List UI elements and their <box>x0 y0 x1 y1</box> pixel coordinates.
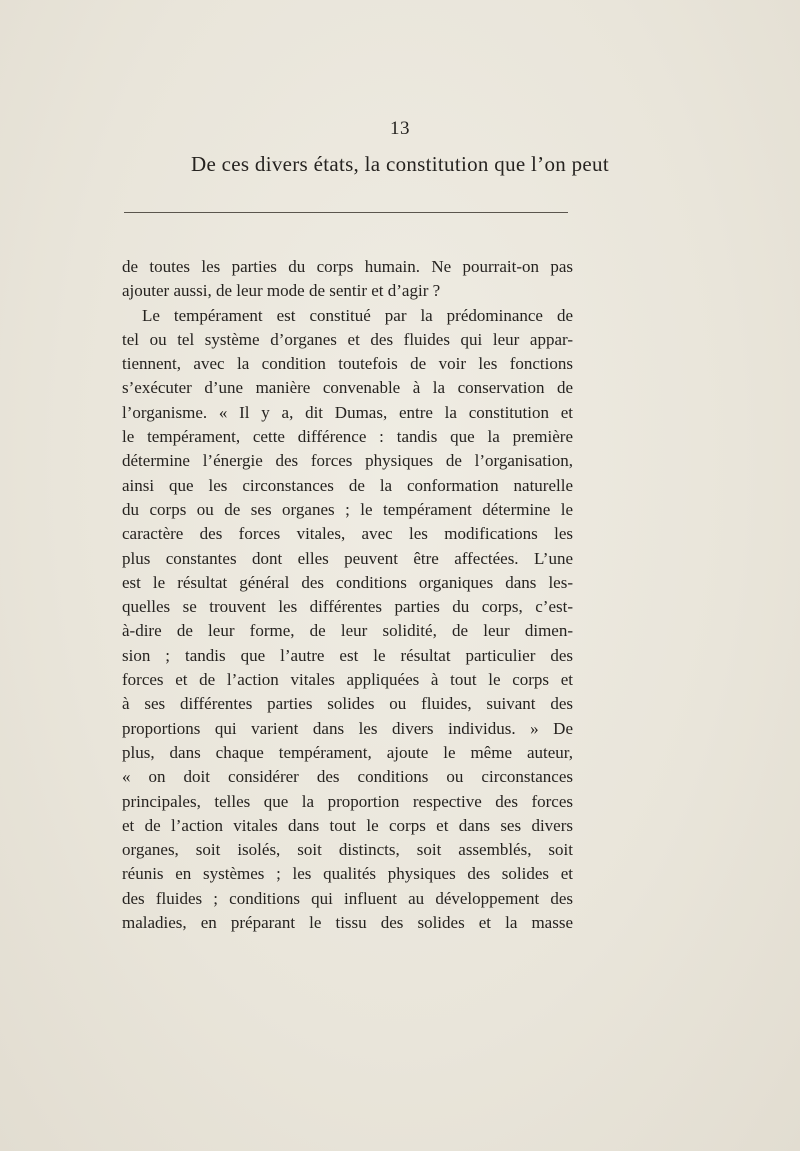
text-line: est le résultat général des conditions organiques dans les- <box>122 572 573 592</box>
text-line: le tempérament, cette différence : tandis que la première <box>122 427 573 447</box>
text-line: et de l’action vitales dans tout le corps et dans ses divers <box>122 815 573 835</box>
text-line: sion ; tandis que l’autre est le résultat particulier des <box>122 645 573 665</box>
text-line: de toutes les parties du corps humain. Ne pourrait-on pas <box>122 257 573 276</box>
text-line: principales, telles que la proportion respective des forces <box>122 791 573 811</box>
text-line: organes, soit isolés, soit distincts, soit assemblés, soit <box>122 840 573 860</box>
text-line: à-dire de leur forme, de leur solidité, de leur dimen- <box>122 621 573 641</box>
text-line: du corps ou de ses organes ; le tempérament détermine le <box>122 499 573 519</box>
text-line: quelles se trouvent les différentes parties du corps, c’est- <box>122 597 573 617</box>
text-line: maladies, en préparant le tissu des solides et la masse <box>122 913 573 933</box>
text-line: ainsi que les circonstances de la conformation naturelle <box>122 475 573 495</box>
running-line: De ces divers états, la constitution que l’on peut <box>191 152 609 176</box>
text-line: Le tempérament est constitué par la prédominance de <box>142 305 573 325</box>
text-line: s’exécuter d’une manière convenable à la conservation de <box>122 378 573 398</box>
text-line: proportions qui varient dans les divers individus. » De <box>122 718 573 738</box>
text-line: caractère des forces vitales, avec les modifications les <box>122 524 573 544</box>
horizontal-rule <box>124 212 568 213</box>
text-line: ajouter aussi, de leur mode de sentir et d’agir ? <box>122 281 441 301</box>
text-line: réunis en systèmes ; les qualités physiques des solides et <box>122 864 573 884</box>
text-line: détermine l’énergie des forces physiques de l’organisation, <box>122 451 573 471</box>
text-line: tel ou tel système d’organes et des fluides qui leur appar- <box>122 329 573 349</box>
text-line: forces et de l’action vitales appliquées à tout le corps et <box>122 670 573 690</box>
text-line: l’organisme. « Il y a, dit Dumas, entre la constitution et <box>122 402 573 422</box>
text-line: plus, dans chaque tempérament, ajoute le même auteur, <box>122 742 573 762</box>
text-line: « on doit considérer des conditions ou circonstances <box>122 767 573 787</box>
text-line: plus constantes dont elles peuvent être affectées. L’une <box>122 548 573 568</box>
page-number: 13 <box>390 118 410 139</box>
body-text <box>122 255 573 935</box>
text-line: tiennent, avec la condition toutefois de voir les fonctions <box>122 354 573 374</box>
text-line: des fluides ; conditions qui influent au développement des <box>122 888 573 908</box>
text-line: à ses différentes parties solides ou fluides, suivant des <box>122 694 573 714</box>
